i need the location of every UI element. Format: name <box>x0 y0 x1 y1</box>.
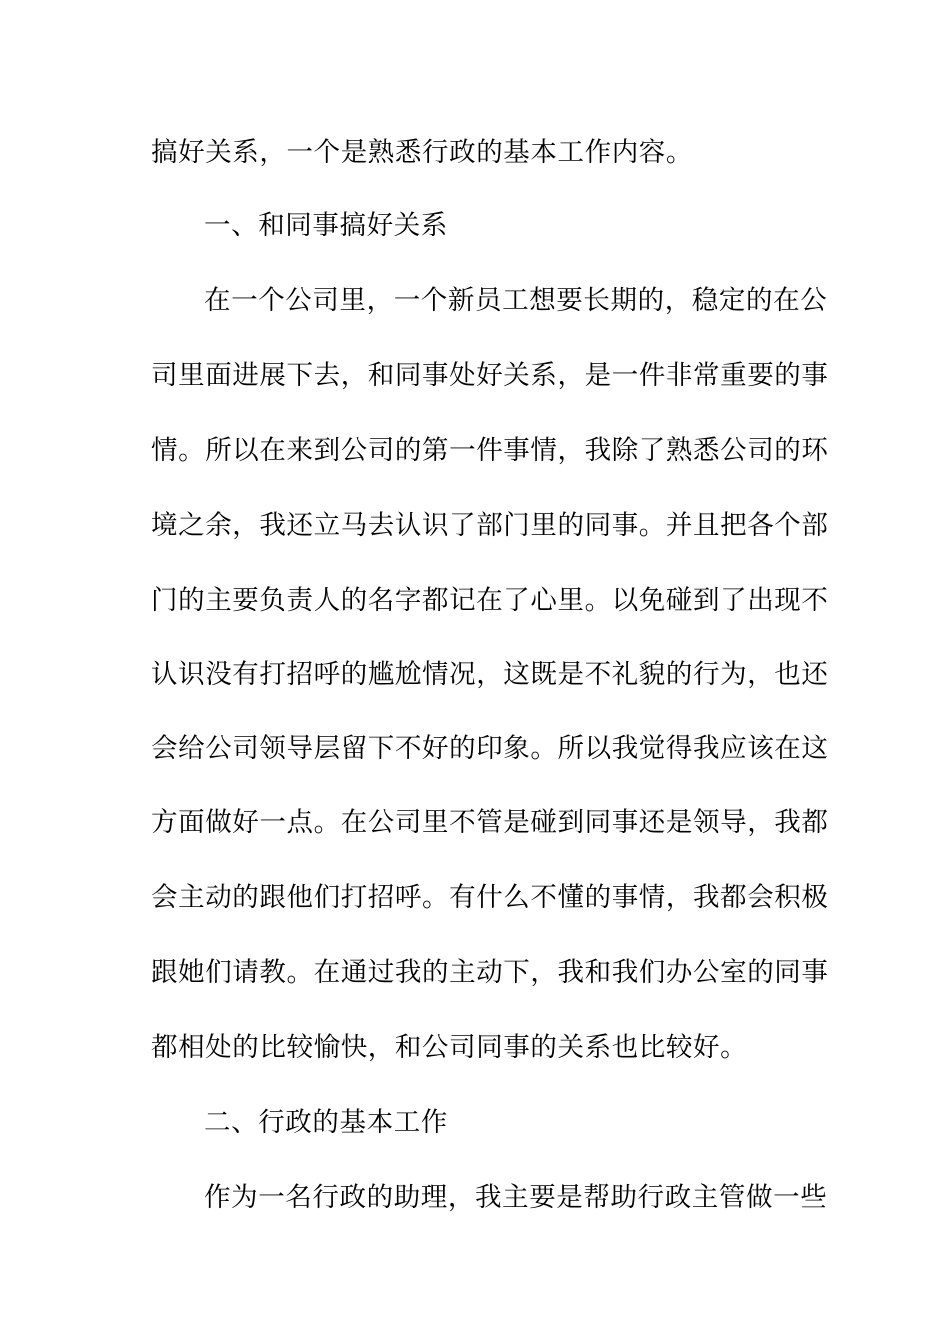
paragraph-line: 都相处的比较愉快，和公司同事的关系也比较好。 <box>151 1032 748 1063</box>
paragraph-line: 搞好关系，一个是熟悉行政的基本工作内容。 <box>151 137 693 168</box>
paragraph-line: 方面做好一点。在公司里不管是碰到同事还是领导，我都 <box>151 807 829 838</box>
paragraph-line: 境之余，我还立马去认识了部门里的同事。并且把各个部 <box>151 510 829 541</box>
section-heading: 一、和同事搞好关系 <box>204 210 448 241</box>
paragraph-line: 会给公司领导层留下不好的印象。所以我觉得我应该在这 <box>151 733 829 764</box>
paragraph-line: 情。所以在来到公司的第一件事情，我除了熟悉公司的环 <box>151 435 829 466</box>
paragraph-line: 认识没有打招呼的尴尬情况，这既是不礼貌的行为，也还 <box>151 659 829 690</box>
paragraph-line: 门的主要负责人的名字都记在了心里。以免碰到了出现不 <box>151 585 829 616</box>
paragraph-line: 会主动的跟他们打招呼。有什么不懂的事情，我都会积极 <box>151 882 829 913</box>
paragraph-line: 在一个公司里，一个新员工想要长期的，稳定的在公 <box>204 285 828 316</box>
paragraph-line: 司里面进展下去，和同事处好关系，是一件非常重要的事 <box>151 360 829 391</box>
section-heading: 二、行政的基本工作 <box>204 1107 448 1138</box>
paragraph-line: 跟她们请教。在通过我的主动下，我和我们办公室的同事 <box>151 957 829 988</box>
paragraph-line: 作为一名行政的助理，我主要是帮助行政主管做一些 <box>204 1182 828 1213</box>
